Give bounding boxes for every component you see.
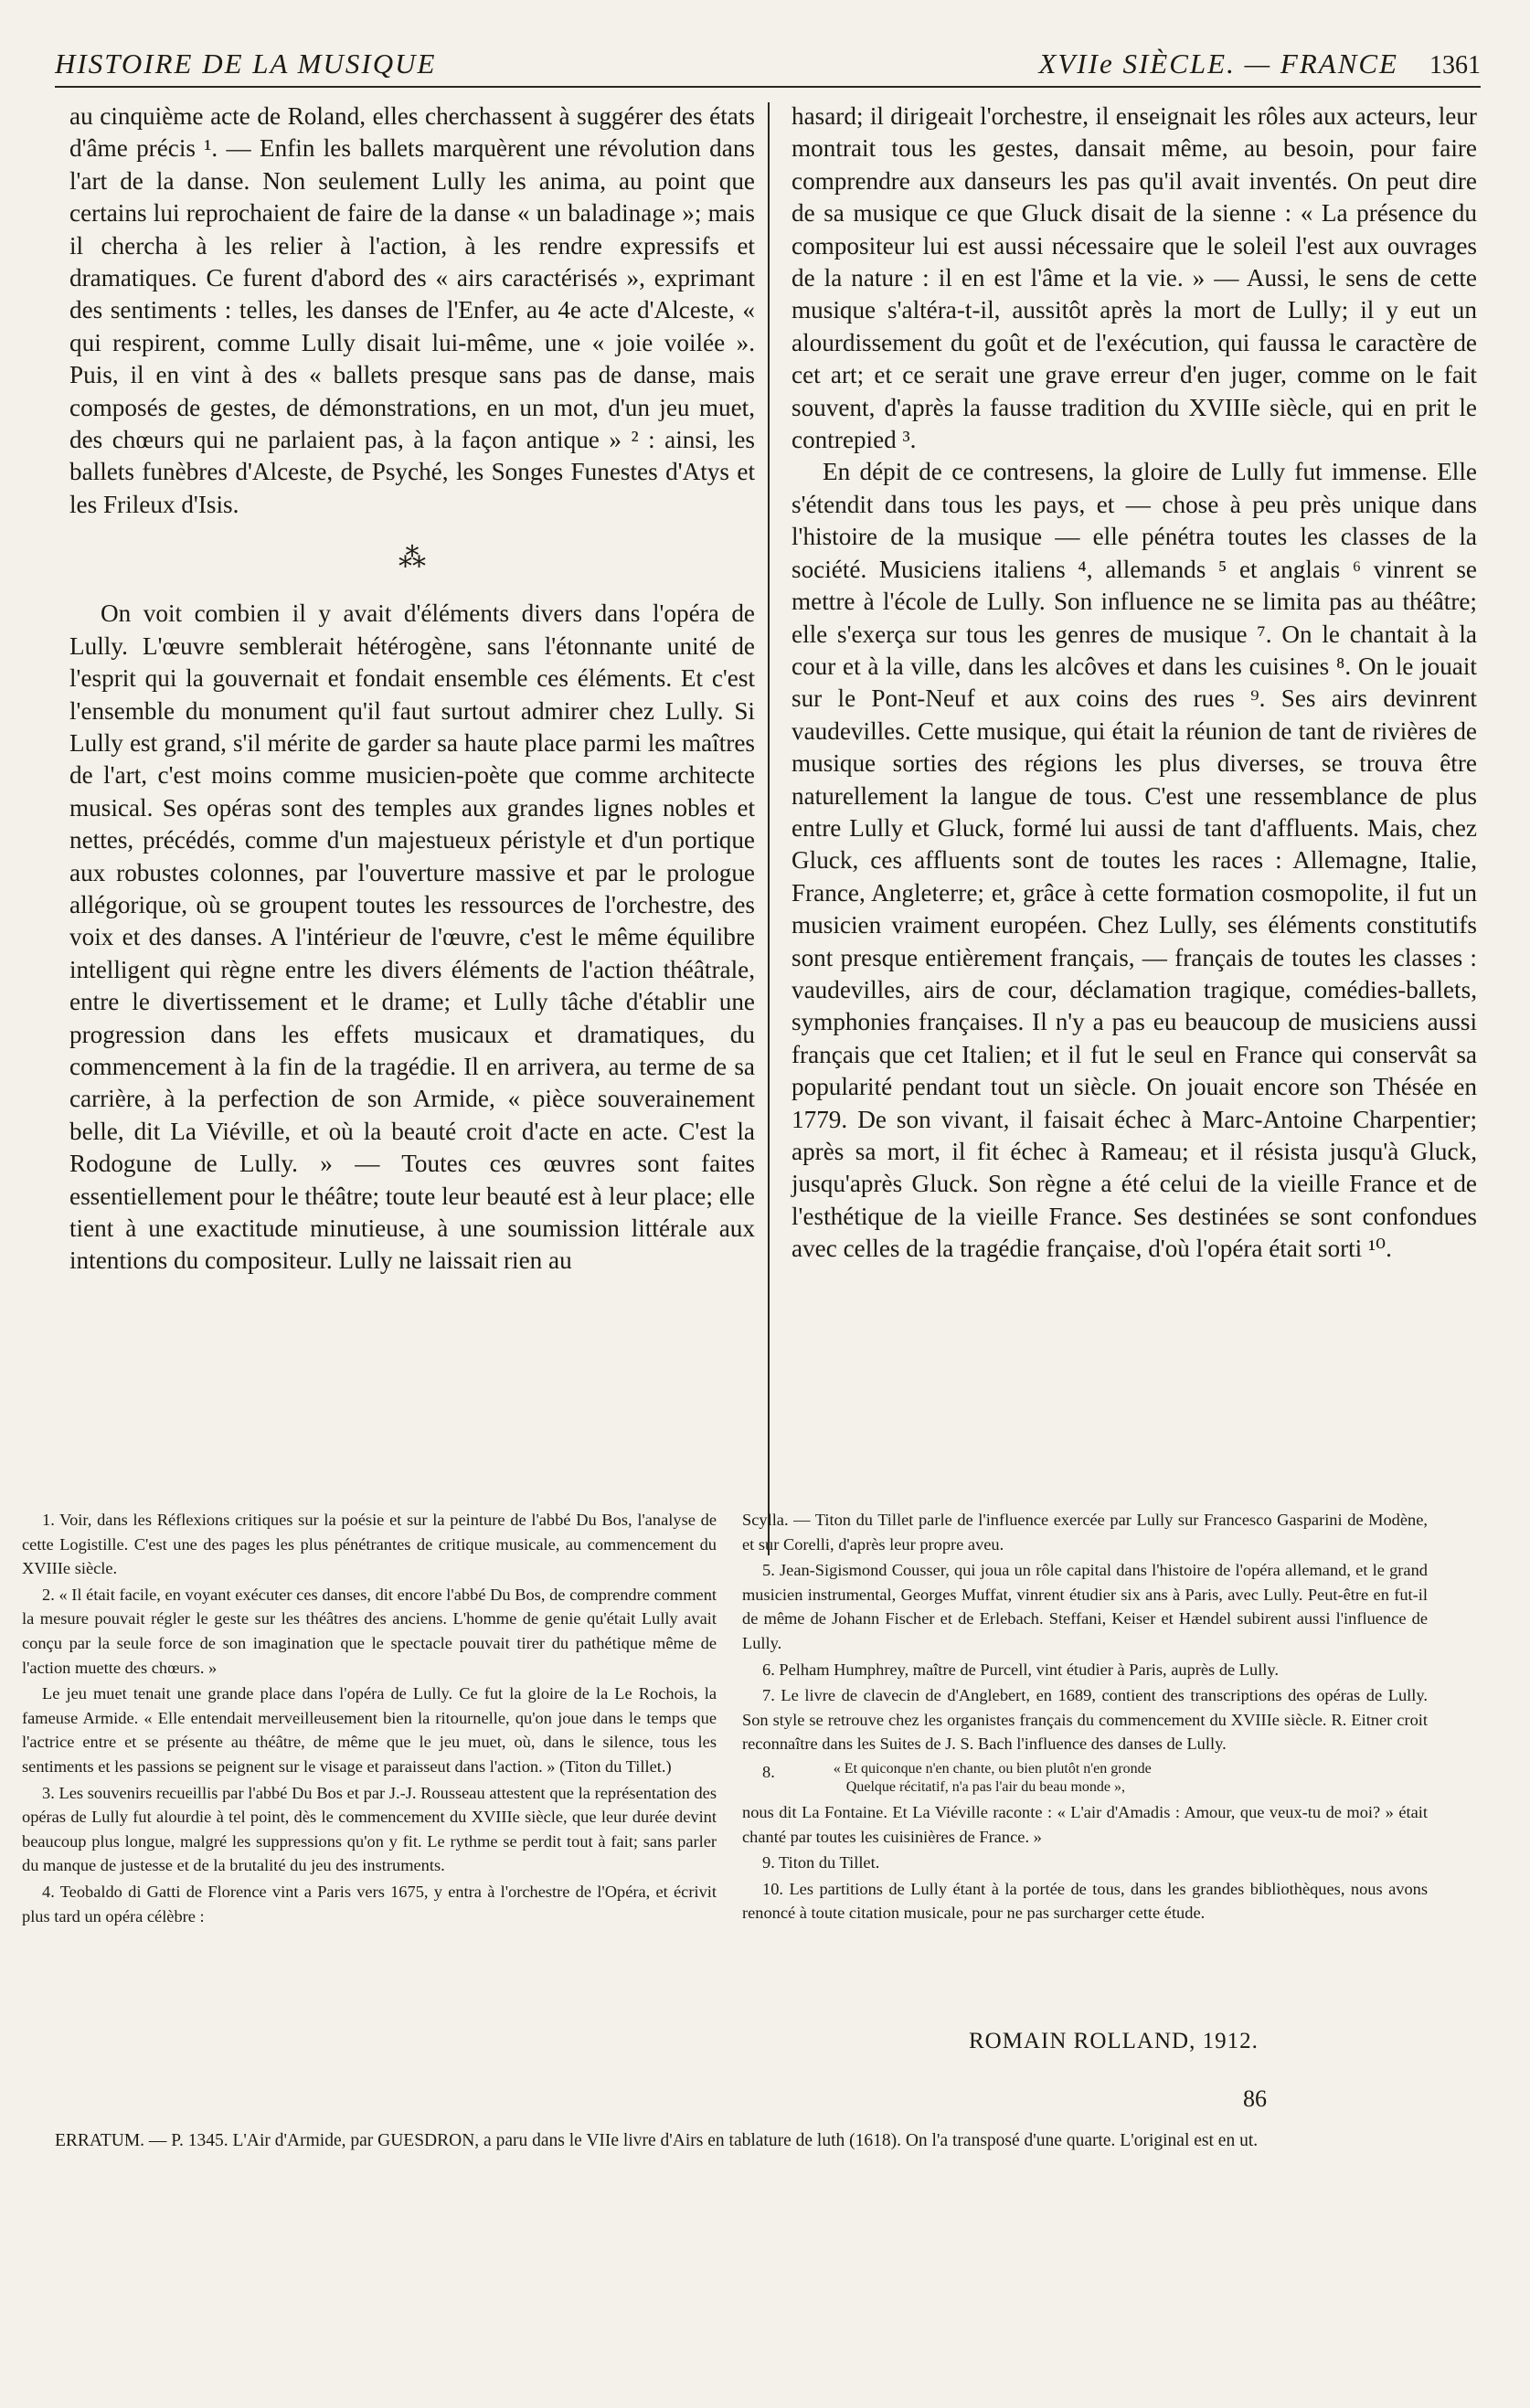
- footnote-5: 5. Jean-Sigismond Cousser, qui joua un rôle capital dans l'histoire de l'opéra allemand, et le grand musicien instrumental, Georges Muffat, vinrent étudier six ans à Paris, avec Lully. Peut-être en fut-il de même de Johann Fischer et de Erlebach. Steffani, Keiser et Hændel subirent aussi l'influence de Lully.: [742, 1561, 1428, 1652]
- footnote-4-cont: Scylla. — Titon du Tillet parle de l'influence exercée par Lully sur Francesco Gasparini de Modène, et sur Corelli, d'après leur propre aveu.: [742, 1511, 1428, 1554]
- footnote-3: 3. Les souvenirs recueillis par l'abbé Du Bos et par J.-J. Rousseau attestent que la représentation des opéras de Lully fut alourdie à tel point, dès le commencement du XVIIIe siècle, que leur durée devint beaucoup plus longue, malgré les suppressions qu'on y fit. Le rythme se perdit tout à fait; sans parler du manque de justesse et de la brutalité du jeu des instruments.: [22, 1783, 717, 1875]
- footnote-8-verse: [762, 1760, 1428, 1797]
- footnotes-left: [22, 1508, 717, 1930]
- section-separator: ⁂: [398, 543, 426, 574]
- footnote-8-text: nous dit La Fontaine. Et La Viéville raconte : « L'air d'Amadis : Amour, que veux-tu de moi? » était chanté par toutes les cuisinières de France. »: [742, 1802, 1428, 1846]
- footnote-4: 4. Teobaldo di Gatti de Florence vint a Paris vers 1675, y entra à l'orchestre de l'Opéra, et écrivit plus tard un opéra célèbre :: [22, 1882, 717, 1925]
- column-divider: [768, 102, 770, 1555]
- sheet-signature-number: 86: [1243, 2085, 1267, 2112]
- footnote-6: 6. Pelham Humphrey, maître de Purcell, vint étudier à Paris, auprès de Lully.: [762, 1660, 1280, 1679]
- left-paragraph-1: au cinquième acte de Roland, elles cherchassent à suggérer des états d'âme précis ¹. — Enfin les ballets marquèrent une révolution dans l'art de la danse. Non seulement Lully les anima, au point que certains lui reprochaient de faire de la danse « un baladinage »; mais il chercha à les relier à l'action, à les rendre expressifs et dramatiques. Ce furent d'abord des « airs caractérisés », exprimant des sentiments : telles, les danses de l'Enfer, au 4e acte d'Alceste, « qui respirent, comme Lully disait lui-même, une « joie voilée ». Puis, il en vint à des « ballets presque sans pas de danse, mais composés de gestes, de démonstrations, en un mot, d'un jeu muet, des chœurs qui ne parlaient pas, à la façon antique » ² : ainsi, les ballets funèbres d'Alceste, de Psyché, les Songes Funestes d'Atys et les Frileux d'Isis.: [69, 102, 755, 518]
- page: [55, 48, 1481, 1544]
- footnote-10: 10. Les partitions de Lully étant à la portée de tous, dans les grandes bibliothèques, nous avons renoncé à toute citation musicale, pour ne pas surcharger cette étude.: [742, 1879, 1428, 1923]
- right-paragraph-1: hasard; il dirigeait l'orchestre, il enseignait les rôles aux acteurs, leur montrait tous les gestes, dansait même, au besoin, pour faire comprendre aux danseurs les pas qu'il avait inventés. On peut dire de sa musique ce que Gluck disait de la sienne : « La présence du compositeur lui est aussi nécessaire que le soleil l'est aux ouvrages de la nature : il en est l'âme et la vie. » — Aussi, le sens de cette musique s'altéra-t-il, aussitôt après la mort de Lully; il y eut un alourdissement du goût et de l'exécution, qui faussa le caractère de cet art; et ce serait une grave erreur d'en juger, comme on le fait souvent, d'après la fausse tradition du XVIIIe siècle, qui en prit le contrepied ³.: [792, 102, 1477, 454]
- footnote-9: 9. Titon du Tillet.: [762, 1853, 880, 1872]
- left-paragraph-2: On voit combien il y avait d'éléments divers dans l'opéra de Lully. L'œuvre semblerait hétérogène, sans l'étonnante unité de l'esprit qui la gouvernait et fondait ensemble ces éléments. Et c'est l'ensemble du monument qu'il faut surtout admirer chez Lully. Si Lully est grand, s'il mérite de garder sa haute place parmi les maîtres de l'art, c'est moins comme musicien-poète que comme architecte musical. Ses opéras sont des temples aux grandes lignes nobles et nettes, précédés, comme d'un majestueux péristyle et d'un portique aux robustes colonnes, par l'ouverture massive et par le prologue allégorique, où se groupent toutes les ressources de l'orchestre, des voix et des danses. A l'intérieur de l'œuvre, c'est le même équilibre intelligent qui règne entre les divers éléments de l'action théâtrale, entre le divertissement et le drame; et Lully tâche d'établir une progression dans les effets musicaux et dramatiques, du commencement à la fin de la tragédie. Il en arrivera, au terme de sa carrière, à la perfection de son Armide, « pièce souverainement belle, dit La Viéville, et où la beauté croit d'acte en acte. C'est la Rodogune de Lully. » — Toutes ces œuvres sont faites essentiellement pour le théâtre; toute leur beauté est à leur place; elle tient à une exactitude minutieuse, à une soumission littérale aux intentions du compositeur. Lully ne laissait rien au: [69, 599, 755, 1275]
- footnote-7: 7. Le livre de clavecin de d'Anglebert, en 1689, contient des transcriptions des opéras de Lully. Son style se retrouve chez les organistes français du commencement du XVIIIe siècle. R. Eitner croit reconnaître dans les Suites de J. S. Bach l'influence des danses de Lully.: [742, 1686, 1428, 1754]
- right-column: [792, 101, 1477, 1266]
- footnote-8-number: 8.: [762, 1762, 775, 1781]
- header-right-title: XVIIe SIÈCLE. — FRANCE: [1038, 48, 1398, 80]
- body-columns: [55, 101, 1481, 1544]
- left-column: [69, 101, 755, 1278]
- running-header: [55, 48, 1481, 88]
- footnote-1: 1. Voir, dans les Réflexions critiques sur la poésie et sur la peinture de l'abbé Du Bos, l'analyse de cette Logistille. C'est une des pages les plus pénétrantes de critique musicale, au commencement du XVIIIe siècle.: [22, 1511, 717, 1578]
- header-left-title: HISTOIRE DE LA MUSIQUE: [55, 48, 437, 80]
- footnote-2: 2. « Il était facile, en voyant exécuter ces danses, dit encore l'abbé Du Bos, de comprendre comment la mesure pouvait régler le geste sur les théâtres des anciens. L'homme de genie qu'était Lully avait conçu par la seule force de son imagination que le spectacle pouvait tirer du pathétique même de l'action muette des chœurs. »: [22, 1585, 717, 1677]
- page-number: 1361: [1429, 51, 1481, 80]
- footnote-8-verse-line-2: Quelque récitatif, n'a pas l'air du beau monde »,: [845, 1778, 1126, 1795]
- erratum-note: ERRATUM. — P. 1345. L'Air d'Armide, par GUESDRON, a paru dans le VIIe livre d'Airs en tablature de luth (1618). On l'a transposé d'une quarte. L'original est en ut.: [55, 2131, 1259, 2150]
- right-paragraph-2: En dépit de ce contresens, la gloire de Lully fut immense. Elle s'étendit dans tous les pays, et — chose à peu près unique dans l'histoire de la musique — elle pénétra toutes les classes de la société. Musiciens italiens ⁴, allemands ⁵ et anglais ⁶ vinrent se mettre à l'école de Lully. Son influence ne se limita pas au théâtre; elle s'exerça sur tous les genres de musique ⁷. On le chantait à la cour et à la ville, dans les alcôves et dans les cuisines ⁸. On le jouait sur le Pont-Neuf et aux coins des rues ⁹. Ses airs devinrent vaudevilles. Cette musique, qui était la réunion de tant de rivières de musique sorties des régions les plus diverses, se trouva être naturellement la langue de tous. C'est une ressemblance de plus entre Lully et Gluck, formé lui aussi de tant d'affluents. Mais, chez Gluck, ces affluents sont de toutes les races : Allemagne, Italie, France, Angleterre; et, grâce à cette formation cosmopolite, il fut un musicien vraiment européen. Chez Lully, ses éléments constitutifs sont presque entièrement français, — français de toutes les classes : vaudevilles, airs de cour, déclamation tragique, comédies-ballets, symphonies françaises. Il n'y a pas eu beaucoup de musiciens aussi français que cet Italien; et il fut le seul en France qui conservât sa popularité pendant tout un siècle. On jouait encore son Thésée en 1779. De son vivant, il faisait échec à Marc-Antoine Charpentier; après sa mort, il fit échec à Rameau; et il résista jusqu'à Gluck, jusqu'après Gluck. Son règne a été celui de la vieille France et de l'esthétique de la vieille France. Ses destinées se sont confondues avec celles de la tragédie française, d'où l'opéra était sorti ¹⁰.: [792, 458, 1477, 1263]
- footnote-2-cont: Le jeu muet tenait une grande place dans l'opéra de Lully. Ce fut la gloire de la Le Rochois, la fameuse Armide. « Elle entendait merveilleusement bien la ritournelle, qu'on joue dans le temps que l'actrice entre et se présente au théâtre, de même que le jeu muet, où, dans le silence, tous les sentiments et les passions se peignent sur le visage et paraisseut dans l'action. » (Titon du Tillet.): [22, 1684, 717, 1776]
- footnotes-right: [742, 1508, 1428, 1927]
- author-signature: ROMAIN ROLLAND, 1912.: [969, 2029, 1259, 2053]
- footnote-8-verse-line-1: « Et quiconque n'en chante, ou bien plutôt n'en gronde: [833, 1760, 1152, 1777]
